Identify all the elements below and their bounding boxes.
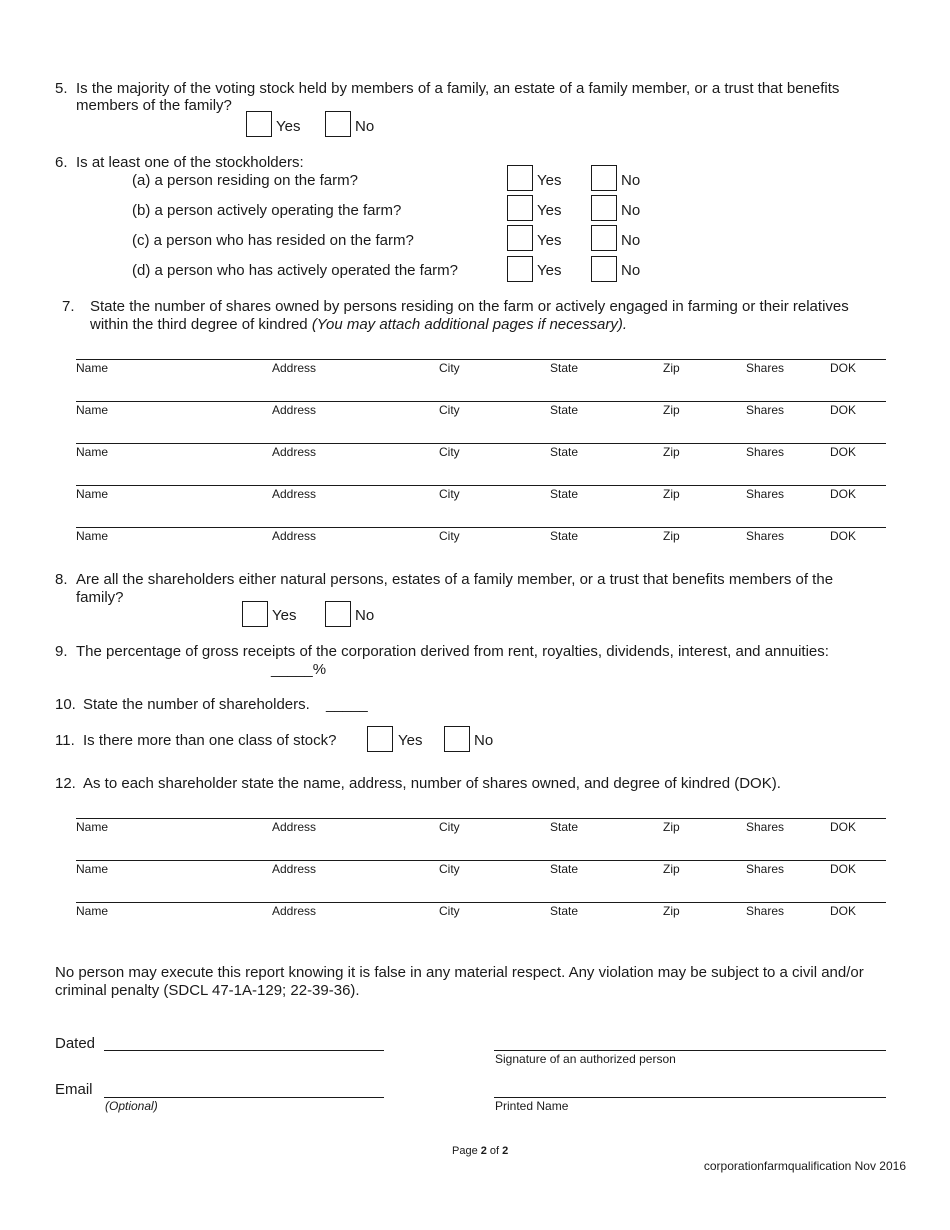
table-row-line[interactable] bbox=[76, 443, 886, 444]
q5-no-label: No bbox=[355, 118, 375, 135]
table-row-line[interactable] bbox=[76, 527, 886, 528]
q5-number: 5. bbox=[55, 80, 68, 97]
q6b-yes-label: Yes bbox=[537, 202, 562, 219]
table-column-label: Address bbox=[272, 529, 317, 543]
q6d-yes-label: Yes bbox=[537, 262, 562, 279]
table-row-line[interactable] bbox=[76, 818, 886, 819]
table-column-label: Address bbox=[272, 904, 317, 918]
table-column-label: DOK bbox=[830, 487, 857, 501]
table-column-label: State bbox=[550, 820, 579, 834]
q5-yes-label: Yes bbox=[276, 118, 301, 135]
q11-no-checkbox[interactable] bbox=[444, 726, 470, 752]
q7-question-line1: State the number of shares owned by persons residing on the farm or actively engaged in farming or their relatives bbox=[90, 298, 849, 315]
form-identifier: corporationfarmqualification Nov 2016 bbox=[703, 1159, 906, 1173]
page-total: 2 bbox=[502, 1145, 509, 1157]
table-column-label: Address bbox=[272, 361, 317, 375]
table-column-label: City bbox=[439, 529, 460, 543]
table-column-label: DOK bbox=[830, 529, 857, 543]
table-column-label: DOK bbox=[830, 361, 857, 375]
q6a-no-checkbox[interactable] bbox=[591, 165, 617, 191]
table-column-label: Name bbox=[76, 487, 109, 501]
q8-no-label: No bbox=[355, 607, 375, 624]
table-column-label: State bbox=[550, 862, 579, 876]
email-optional-text: (Optional) bbox=[105, 1099, 158, 1113]
table-column-label: State bbox=[550, 529, 579, 543]
email-label: Email bbox=[55, 1081, 93, 1098]
q6a-label: (a) a person residing on the farm? bbox=[132, 172, 358, 189]
table-column-label: Zip bbox=[663, 529, 680, 543]
table-column-label: Zip bbox=[663, 445, 680, 459]
notice-line1: No person may execute this report knowing it is false in any material respect. Any violation may be subject to a civil and/or bbox=[55, 964, 864, 981]
q6a-no-label: No bbox=[621, 172, 641, 189]
q6c-no-label: No bbox=[621, 232, 641, 249]
q7-number: 7. bbox=[62, 298, 75, 315]
table-column-label: Zip bbox=[663, 820, 680, 834]
table-column-label: Shares bbox=[746, 445, 785, 459]
table-column-label: State bbox=[550, 445, 579, 459]
dated-input-line[interactable] bbox=[104, 1050, 384, 1051]
q8-yes-checkbox[interactable] bbox=[242, 601, 268, 627]
table-column-label: DOK bbox=[830, 403, 857, 417]
q6b-no-label: No bbox=[621, 202, 641, 219]
table-column-label: Address bbox=[272, 487, 317, 501]
q6a-yes-checkbox[interactable] bbox=[507, 165, 533, 191]
dated-label: Dated bbox=[55, 1035, 96, 1052]
table-column-label: City bbox=[439, 361, 460, 375]
table-column-label: Shares bbox=[746, 862, 785, 876]
q6a-yes-label: Yes bbox=[537, 172, 562, 189]
table-column-label: Shares bbox=[746, 403, 785, 417]
q6-number: 6. bbox=[55, 154, 68, 171]
email-optional-note bbox=[105, 1099, 158, 1113]
table-column-label: State bbox=[550, 403, 579, 417]
table-column-label: City bbox=[439, 862, 460, 876]
table-column-label: Name bbox=[76, 445, 109, 459]
table-column-label: Name bbox=[76, 361, 109, 375]
table-column-label: Name bbox=[76, 820, 109, 834]
page-current: 2 bbox=[480, 1145, 487, 1157]
q11-number: 11. bbox=[55, 732, 75, 749]
q6b-yes-checkbox[interactable] bbox=[507, 195, 533, 221]
table-column-label: Zip bbox=[663, 403, 680, 417]
table-column-label: Name bbox=[76, 904, 109, 918]
q5-yes-checkbox[interactable] bbox=[246, 111, 272, 137]
table-column-label: City bbox=[439, 487, 460, 501]
table-column-label: State bbox=[550, 904, 579, 918]
table-column-label: DOK bbox=[830, 445, 857, 459]
table-column-label: DOK bbox=[830, 904, 857, 918]
page-of: of bbox=[486, 1145, 503, 1157]
table-column-label: Shares bbox=[746, 487, 785, 501]
q11-yes-checkbox[interactable] bbox=[367, 726, 393, 752]
table-column-label: Address bbox=[272, 445, 317, 459]
table-column-label: Zip bbox=[663, 904, 680, 918]
table-column-label: Name bbox=[76, 529, 109, 543]
q8-question-line2: family? bbox=[76, 589, 124, 606]
table-row-line[interactable] bbox=[76, 485, 886, 486]
q10-number: 10. bbox=[55, 696, 76, 713]
q11-no-label: No bbox=[474, 732, 494, 749]
table-column-label: State bbox=[550, 361, 579, 375]
table-column-label: Shares bbox=[746, 820, 785, 834]
q6-question: Is at least one of the stockholders: bbox=[76, 154, 304, 171]
q5-question-line1: Is the majority of the voting stock held by members of a family, an estate of a family member, or a trust that benefits bbox=[76, 80, 840, 97]
q10-count-blank[interactable]: _____ bbox=[326, 696, 368, 713]
q6d-no-checkbox[interactable] bbox=[591, 256, 617, 282]
table-column-label: Zip bbox=[663, 361, 680, 375]
table-column-label: Shares bbox=[746, 361, 785, 375]
table-row-line[interactable] bbox=[76, 902, 886, 903]
table-column-label: City bbox=[439, 820, 460, 834]
page-prefix: Page bbox=[452, 1145, 481, 1157]
q12-number: 12. bbox=[55, 775, 76, 792]
q6b-no-checkbox[interactable] bbox=[591, 195, 617, 221]
q6d-no-label: No bbox=[621, 262, 641, 279]
email-input-line[interactable] bbox=[104, 1097, 384, 1098]
printed-name-input-line[interactable] bbox=[494, 1097, 886, 1098]
notice-line2: criminal penalty (SDCL 47-1A-129; 22-39-36). bbox=[55, 982, 360, 999]
q9-question: The percentage of gross receipts of the corporation derived from rent, royalties, dividends, interest, and annuities: bbox=[76, 643, 829, 660]
q8-no-checkbox[interactable] bbox=[325, 601, 351, 627]
table-column-label: DOK bbox=[830, 862, 857, 876]
table-column-label: City bbox=[439, 904, 460, 918]
q6c-yes-checkbox[interactable] bbox=[507, 225, 533, 251]
table-row-line[interactable] bbox=[76, 359, 886, 360]
q7-line2-note: (You may attach additional pages if necessary). bbox=[311, 316, 627, 333]
table-column-label: City bbox=[439, 445, 460, 459]
q7-question-line2 bbox=[90, 316, 627, 333]
table-column-label: State bbox=[550, 487, 579, 501]
table-column-label: Address bbox=[272, 820, 317, 834]
table-column-label: City bbox=[439, 403, 460, 417]
q8-question-line1: Are all the shareholders either natural persons, estates of a family member, or a trust that benefits members of the bbox=[76, 571, 834, 588]
printed-name-label: Printed Name bbox=[495, 1099, 569, 1113]
table-column-label: DOK bbox=[830, 820, 857, 834]
q10-question: State the number of shareholders. bbox=[83, 696, 310, 713]
table-column-label: Name bbox=[76, 403, 109, 417]
table-column-label: Shares bbox=[746, 904, 785, 918]
q5-no-checkbox[interactable] bbox=[325, 111, 351, 137]
q8-number: 8. bbox=[55, 571, 68, 588]
table-row-line[interactable] bbox=[76, 860, 886, 861]
q9-percentage-blank[interactable]: _____% bbox=[271, 661, 327, 678]
q6c-yes-label: Yes bbox=[537, 232, 562, 249]
q8-yes-label: Yes bbox=[272, 607, 297, 624]
q6d-yes-checkbox[interactable] bbox=[507, 256, 533, 282]
table-column-label: Address bbox=[272, 403, 317, 417]
table-row-line[interactable] bbox=[76, 401, 886, 402]
table-column-label: Zip bbox=[663, 487, 680, 501]
q11-yes-label: Yes bbox=[398, 732, 423, 749]
signature-input-line[interactable] bbox=[494, 1050, 886, 1051]
q6d-label: (d) a person who has actively operated the farm? bbox=[132, 262, 459, 279]
q6c-no-checkbox[interactable] bbox=[591, 225, 617, 251]
page-number bbox=[452, 1145, 508, 1158]
q6c-label: (c) a person who has resided on the farm? bbox=[132, 232, 414, 249]
table-column-label: Address bbox=[272, 862, 317, 876]
signature-label: Signature of an authorized person bbox=[495, 1052, 676, 1066]
q11-question: Is there more than one class of stock? bbox=[83, 732, 337, 749]
table-column-label: Zip bbox=[663, 862, 680, 876]
q5-question-line2: members of the family? bbox=[76, 97, 232, 114]
q12-question: As to each shareholder state the name, address, number of shares owned, and degree of kindred (DOK). bbox=[83, 775, 781, 792]
q7-line2-text: within the third degree of kindred bbox=[90, 316, 312, 333]
q6b-label: (b) a person actively operating the farm? bbox=[132, 202, 402, 219]
q9-number: 9. bbox=[55, 643, 68, 660]
table-column-label: Name bbox=[76, 862, 109, 876]
table-column-label: Shares bbox=[746, 529, 785, 543]
